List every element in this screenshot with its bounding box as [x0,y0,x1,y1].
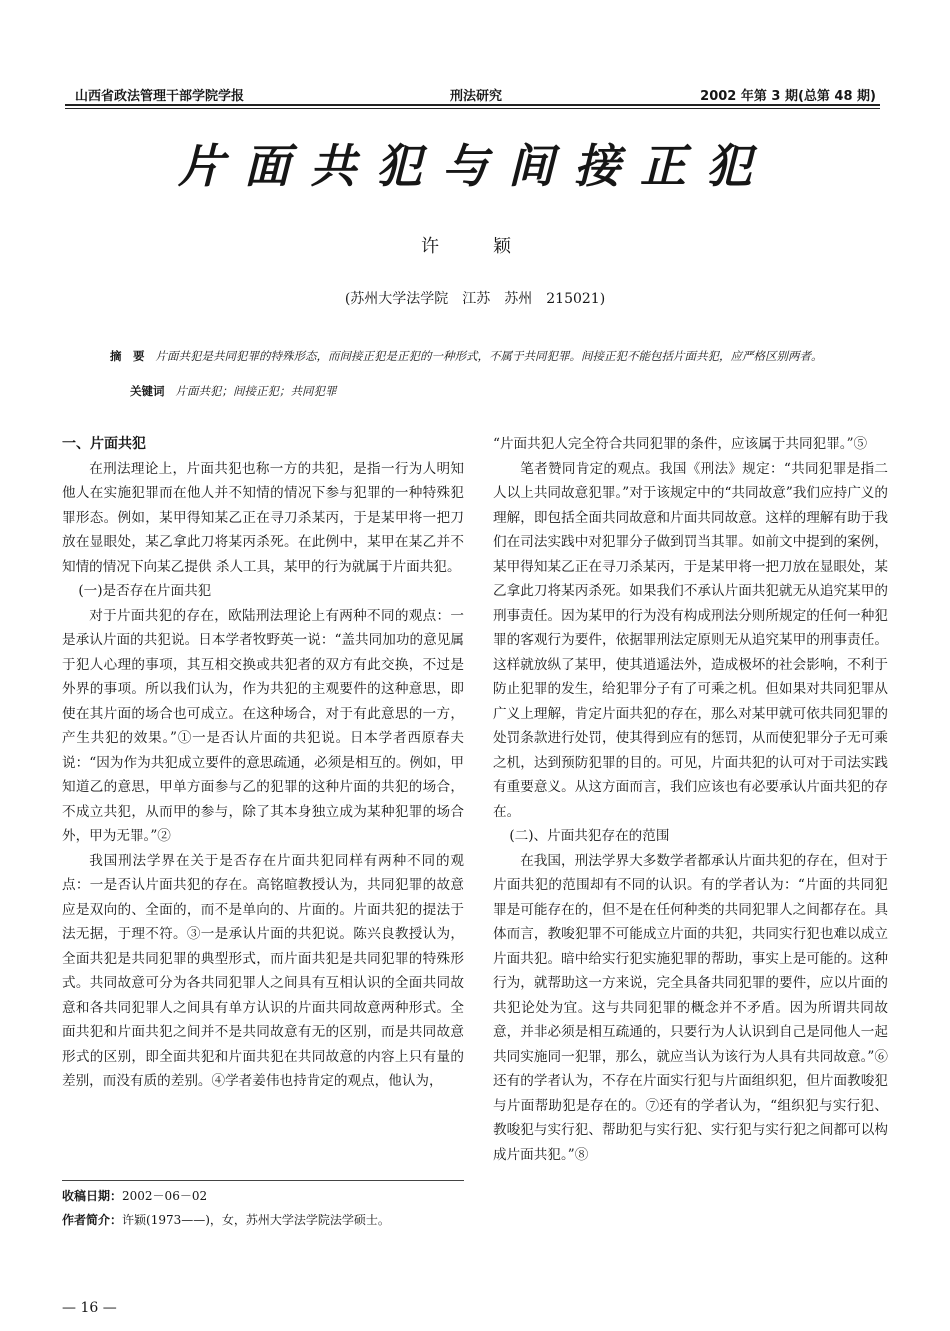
paragraph: 对于片面共犯的存在，欧陆刑法理论上有两种不同的观点：一是承认片面的共犯说。日本学者牧野英一说：“盖共同加功的意见属于犯人心理的事项，其互相交换或共犯者的双方有此交换，不过是外界的事项。所以我们认为，作为共犯的主观要件的这种意思，即使在其片面的场合也可成立。在这种场合，对于有此意思的一方，产生共犯的效果。”①一是否认片面的共犯说。日本学者西原春夫说：“因为作为共犯成立要件的意思疏通，必须是相互的。例如，甲知道乙的意思，甲单方面参与乙的犯罪的这种片面的共犯的场合，不成立共犯，从而甲的参与，除了其本身独立成为某种犯罪的场合外，甲为无罪。”② [62,607,464,844]
received-date: 收稿日期：2002－06－02 [62,1189,208,1203]
header-rule-thin [65,108,880,109]
paragraph: 笔者赞同肯定的观点。我国《刑法》规定：“共同犯罪是指二人以上共同故意犯罪。”对于该规定中的“共同故意”我们应持广义的理解，即包括全面共同故意和片面共同故意。这样的理解有助于我们在司法实践中对犯罪分子做到罚当其罪。如前文中提到的案例，某甲得知某乙正在寻刀杀某丙，于是某甲将一把刀放在显眼处，某乙拿此刀将某丙杀死。如果我们不承认片面共犯就无从追究某甲的刑事责任。因为某甲的行为没有构成刑法分则所规定的任何一种犯罪的客观行为要件，依据罪刑法定原则无从追究某甲的刑事责任。这样就放纵了某甲，使其逍遥法外，造成极坏的社会影响，不利于防止犯罪的发生，给犯罪分子有了可乘之机。但如果对共同犯罪从广义上理解，肯定片面共犯的存在，那么对某甲就可依共同犯罪的处罚条款进行处罚，使其得到应有的惩罚，从而使犯罪分子无可乘之机，达到预防犯罪的目的。可见，片面共犯的认可对于司法实践有重要意义。从这方面而言，我们应该也有必要承认片面共犯的存在。 [493,460,888,820]
section-heading: 一、片面共犯 [62,436,146,452]
keywords-label: 关键词 [130,384,165,398]
left-column [62,432,464,1094]
abstract [110,346,850,366]
footnotes [62,1184,464,1232]
author-affiliation: (苏州大学法学院 江苏 苏州 215021) [344,291,606,307]
keywords [130,383,850,399]
author-bio: 作者简介：许颖(1973——)，女，苏州大学法学院法学硕士。 [62,1213,390,1227]
journal-name: 山西省政法管理干部学院学报 [75,89,245,104]
right-column [493,432,888,1167]
article-author: 许 颖 [421,236,529,257]
section-name: 刑法研究 [450,89,503,104]
paragraph: 在我国，刑法学界大多数学者都承认片面共犯的存在，但对于片面共犯的范围却有不同的认识。有的学者认为：“片面的共同犯罪是可能存在的，但不是在任何种类的共同犯罪人之间都存在。具体而言，教唆犯罪不可能成立片面的共犯，共同实行犯也难以成立片面共犯。暗中给实行犯实施犯罪的帮助，事实上是可能的。这种行为，就帮助这一方来说，完全具备共同犯罪的要件，应以片面的共犯论处为宜。这与共同犯罪的概念并不矛盾。因为所谓共同故意，并非必须是相互疏通的，只要行为人认识到自己是同他人一起共同实施同一犯罪，那么，就应当认为该行为人具有共同故意。”⑥还有的学者认为，不存在片面实行犯与片面组织犯，但片面教唆犯与片面帮助犯是存在的。⑦还有的学者认为，“组织犯与实行犯、教唆犯与实行犯、帮助犯与实行犯、实行犯与实行犯之间都可以构成片面共犯。”⑧ [493,852,888,1163]
subsection-heading: (二)、片面共犯存在的范围 [509,828,670,844]
article-title: 片面共犯与间接正犯 [178,139,772,193]
paragraph: 在刑法理论上，片面共犯也称一方的共犯，是指一行为人明知他人在实施犯罪而在他人并不知情的情况下参与犯罪的一种特殊犯罪形态。例如，某甲得知某乙正在寻刀杀某丙，于是某甲将一把刀放在显眼处，某乙拿此刀将某丙杀死。在此例中，某甲在某乙并不知情的情况下向某乙提供 杀人工具，某甲的行为就属于片面共犯。 [62,460,464,575]
page-number: — 16 — [62,1300,117,1316]
paragraph: “片面共犯人完全符合共同犯罪的条件，应该属于共同犯罪。”⑤ [493,436,868,452]
keywords-text: 片面共犯；间接正犯；共同犯罪 [175,384,337,398]
footnote-rule [62,1180,464,1181]
subsection-heading: (一)是否存在片面共犯 [78,583,212,599]
paragraph: 我国刑法学界在关于是否存在片面共犯同样有两种不同的观点：一是否认片面共犯的存在。高铭暄教授认为，共同犯罪的故意应是双向的、全面的，而不是单向的、片面的。片面共犯的提法于法无据，于理不符。③一是承认片面的共犯说。陈兴良教授认为，全面共犯是共同犯罪的典型形式，而片面共犯是共同犯罪的特殊形式。共同故意可分为各共同犯罪人之间具有互相认识的全面共同故意和各共同犯罪人之间具有单方认识的片面共同故意两种形式。全面共犯和片面共犯之间并不是共同故意有无的区别，而是共同故意形式的区别，即全面共犯和片面共犯在共同故意的内容上只有量的差别，而没有质的差别。④学者姜伟也持肯定的观点，他认为， [62,852,464,1089]
running-header [65,81,880,105]
abstract-text: 片面共犯是共同犯罪的特殊形态，而间接正犯是正犯的一种形式，不属于共同犯罪。间接正犯不能包括片面共犯，应严格区别两者。 [155,349,823,363]
header-rule-thick [65,104,880,106]
abstract-label: 摘 要 [110,349,145,363]
issue-info: 2002 年第 3 期(总第 48 期) [700,89,876,104]
